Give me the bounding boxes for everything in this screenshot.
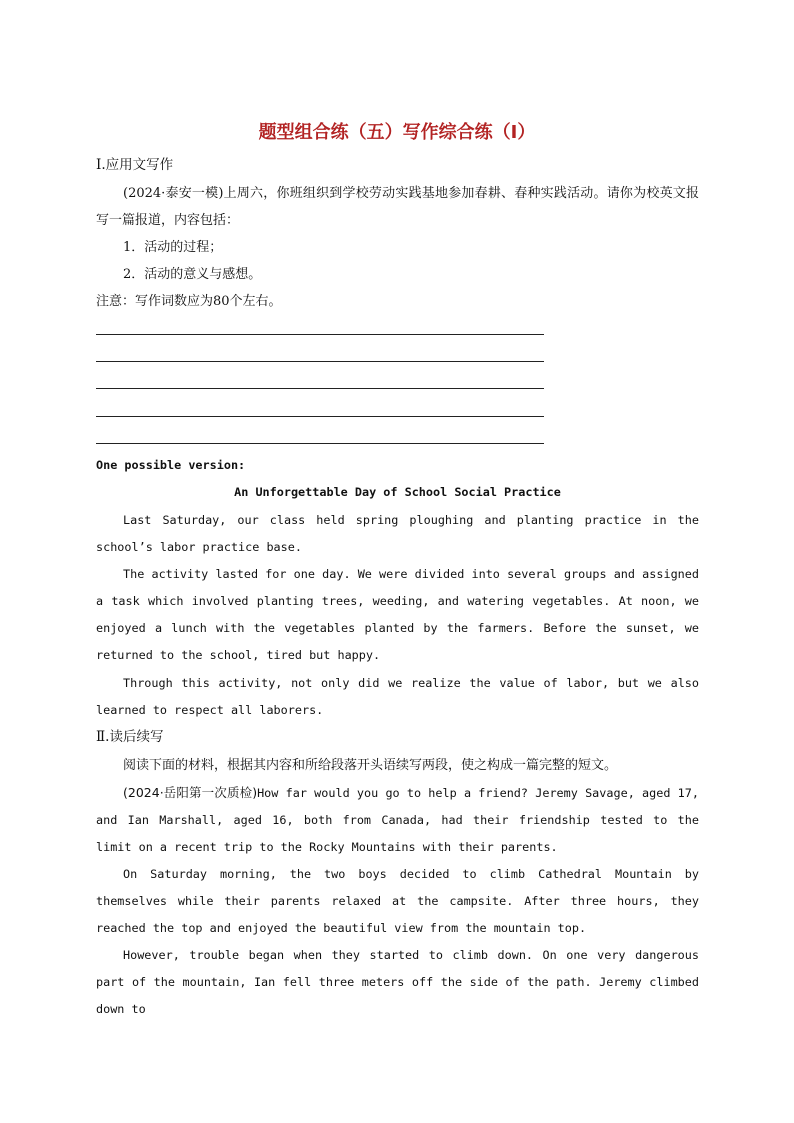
answer-line (96, 361, 544, 362)
section1-note: 注意：写作词数应为80个左右。 (96, 294, 282, 309)
essay-paragraph: Through this activity, not only did we realize the value of labor, but we also learned to respect all laborers. (96, 676, 699, 717)
section2-paragraph: However, trouble began when they started to climb down. On one very dangerous part of the mountain, Ian fell three meters off the side of the path. Jeremy climbed down to (96, 948, 699, 1016)
section1-prompt: (2024·泰安一模)上周六，你班组织到学校劳动实践基地参加春耕、春种实践活动。请你为校英文报写一篇报道，内容包括： (96, 186, 699, 228)
section1-item-2: 2．活动的意义与感想。 (123, 267, 262, 282)
version-label: One possible version: (96, 458, 246, 472)
essay-paragraph: Last Saturday, our class held spring ploughing and planting practice in the school’s labor practice base. (96, 513, 699, 554)
section2-paragraph: (2024·岳阳第一次质检)How far would you go to help a friend? Jeremy Savage, aged 17, and Ian Marshall, aged 16, both from Canada, had their friendship tested to the limit on a recent trip to the Rocky Mountains with their parents. (96, 785, 699, 854)
page-title: 题型组合练（五）写作综合练（Ⅰ） (258, 122, 536, 143)
answer-line (96, 334, 544, 335)
essay-title: An Unforgettable Day of School Social Practice (234, 485, 561, 499)
section1-heading: Ⅰ.应用文写作 (96, 157, 174, 173)
answer-line (96, 416, 544, 417)
answer-line (96, 388, 544, 389)
section2-paragraph: On Saturday morning, the two boys decided to climb Cathedral Mountain by themselves while their parents relaxed at the campsite. After three hours, they reached the top and enjoyed the beautiful view from the mountain top. (96, 867, 699, 935)
essay-paragraph: The activity lasted for one day. We were divided into several groups and assigned a task which involved planting trees, weeding, and watering vegetables. At noon, we enjoyed a lunch with the vegetables planted by the farmers. Before the sunset, we returned to the school, tired but happy. (96, 567, 699, 662)
section2-instruction: 阅读下面的材料，根据其内容和所给段落开头语续写两段，使之构成一篇完整的短文。 (123, 758, 618, 773)
answer-line (96, 443, 544, 444)
section1-item-1: 1．活动的过程； (123, 240, 223, 255)
section2-heading: Ⅱ.读后续写 (96, 729, 164, 745)
section2-source: (2024·岳阳第一次质检) (123, 785, 258, 800)
